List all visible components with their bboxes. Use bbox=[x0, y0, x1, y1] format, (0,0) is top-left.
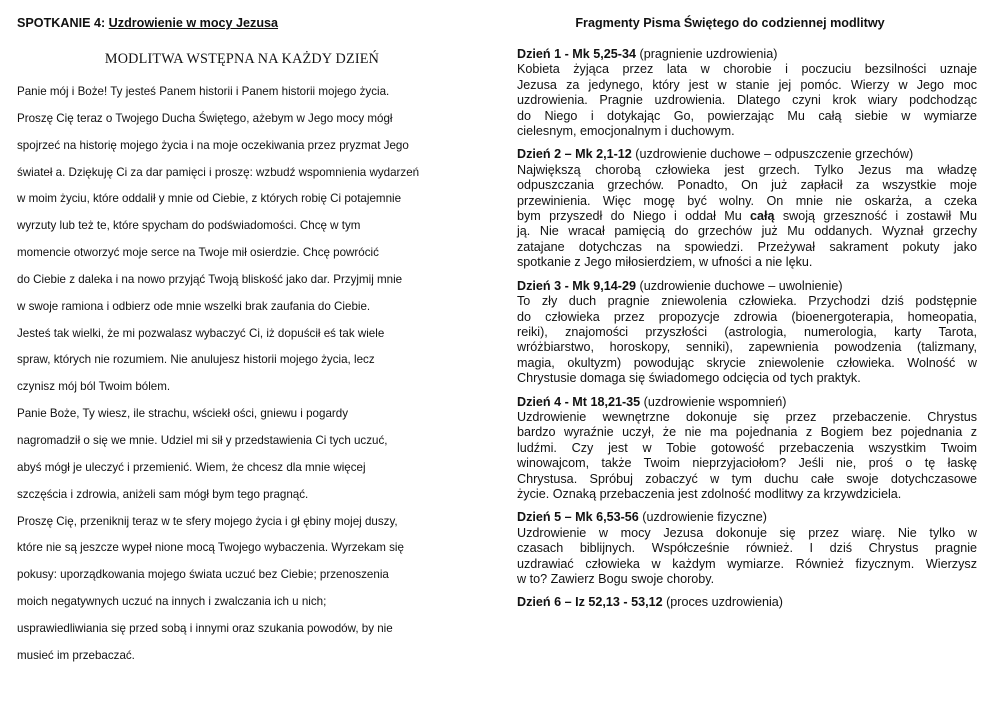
prayer-line: musieć im przebaczać. bbox=[17, 648, 135, 662]
prayer-line: do Ciebie z daleka i na nowo przyjąć Twoją bliskość jako dar. Przyjmij mnie bbox=[17, 272, 403, 286]
day-text-line: w to? Zawierz Bogu swoje choroby. bbox=[517, 572, 715, 586]
prayer-line: nagromadził o się we mnie. Udziel mi sił y przedstawienia Ci tych uczuć, bbox=[17, 433, 388, 447]
prayer-line: szczęścia i zdrowia, aniżeli sam mógł bym tego pragnąć. bbox=[17, 487, 309, 501]
prayer-line: czynisz mój ból Twoim bólem. bbox=[17, 380, 171, 394]
day-entry bbox=[517, 395, 977, 503]
day-text-line: reiki), znajomości przyszłości (astrologia, numerologia, karty Tarota, bbox=[517, 324, 977, 339]
day-text-line: To zły duch pragnie zniewolenia człowieka. Przychodzi dziś podstępnie bbox=[517, 294, 977, 309]
day-text-line: Uzdrowienie w mocy Jezusa dokonuje się przez wiarę. Nie tylko w bbox=[517, 525, 977, 540]
day-text-line: Chrystusie domaga się świadomego odcięcia od tych praktyk. bbox=[517, 371, 861, 386]
day-text-line: odpuszczania grzechów. Ponadto, On już zapłacił za wszystkie moje bbox=[517, 178, 977, 193]
right-column bbox=[517, 14, 977, 619]
left-column bbox=[17, 14, 467, 670]
day-text bbox=[517, 62, 977, 139]
day-text-line: do człowieka przez propozycje zdrowia (bioenergoterapia, homeopatia, bbox=[517, 309, 977, 324]
day-entry bbox=[517, 595, 977, 610]
prayer-line: spojrzeć na historię mojego życia i na moje oczekiwania przez pryzmat Jego bbox=[17, 138, 409, 152]
day-text-line: magia, okultyzm) powodując skrycie zniewolenie człowieka. Wolność w bbox=[517, 355, 977, 370]
day-entry bbox=[517, 510, 977, 587]
day-reference: Dzień 4 - Mt 18,21-35 bbox=[517, 394, 641, 409]
day-entry bbox=[517, 147, 977, 270]
day-reference: Dzień 6 – Iz 52,13 - 53,12 bbox=[517, 595, 663, 610]
prayer-line: Proszę Cię, przeniknij teraz w te sfery mojego życia i gł ębiny mojej duszy, bbox=[17, 514, 398, 528]
day-text-line: Kobieta żyjąca przez lata w chorobie i poczuciu bezsilności uznaje bbox=[517, 62, 977, 77]
day-text-line: życie. Oznaką przebaczenia jest zdolność modlitwy za krzywdziciela. bbox=[517, 486, 902, 501]
day-topic: (uzdrowienie duchowe – odpuszczenie grzechów) bbox=[631, 147, 914, 162]
day-text-line: winowajcom, także Twoim nieprzyjaciołom? Jeśli nie, proś o tę łaskę bbox=[517, 456, 977, 471]
day-text-line: Jezusa za jedynego, który jest w stanie jej pomóc. Wierzy w Jego moc bbox=[517, 77, 977, 92]
prayer-line: w moim życiu, które oddalił y mnie od Ciebie, z których robię Ci potajemnie bbox=[17, 192, 402, 206]
day-text bbox=[517, 163, 977, 271]
day-text-line: Największą chorobą człowieka jest grzech. Tylko Jezus ma władzę bbox=[517, 162, 977, 177]
prayer-line: w swoje ramiona i odbierz ode mnie wszelki brak zaufania do Ciebie. bbox=[17, 299, 371, 313]
day-text-line: do Niego i dotykając Go, powierzając Mu całą siebie w wymiarze bbox=[517, 108, 977, 123]
meeting-heading bbox=[17, 14, 467, 32]
day-text bbox=[517, 410, 977, 502]
prayer-title: MODLITWA WSTĘPNA NA KAŻDY DZIEŃ bbox=[104, 51, 380, 67]
day-title bbox=[517, 279, 977, 294]
day-text-line: uzdrawiać człowieka w każdym wymiarze. Również fizycznym. Wierzysz bbox=[517, 556, 977, 571]
prayer-line: spraw, których nie rozumiem. Nie anulujesz historii mojego życia, lecz bbox=[17, 353, 375, 367]
scripture-days bbox=[517, 47, 977, 611]
day-text bbox=[517, 294, 977, 386]
day-text-line: cielesnym, emocjonalnym i duchowym. bbox=[517, 124, 735, 139]
meeting-label: SPOTKANIE 4: bbox=[17, 16, 109, 30]
day-title bbox=[517, 395, 977, 410]
emphasis-word: całą bbox=[750, 209, 775, 224]
day-text-line: ludźmi. Czy jest w Tobie gotowość przebaczenia wszystkim Twoim bbox=[517, 440, 977, 455]
day-text-line: bardzo wyraźnie uczył, że nie ma pojednania z Bogiem bez pojednania z bbox=[517, 425, 977, 440]
day-topic: (pragnienie uzdrowienia) bbox=[636, 47, 778, 61]
day-topic: (uzdrowienie duchowe – uwolnienie) bbox=[636, 278, 843, 293]
day-reference: Dzień 5 – Mk 6,53-56 bbox=[517, 510, 639, 525]
meeting-topic: Uzdrowienie w mocy Jezusa bbox=[108, 16, 279, 30]
day-title bbox=[517, 595, 977, 610]
day-entry bbox=[517, 47, 977, 139]
prayer-line: momencie otworzyć moje serce na Twoje mił osierdzie. Chcę powrócić bbox=[17, 246, 379, 260]
prayer-line: Jesteś tak wielki, że mi pozwalasz wybaczyć Ci, iż dopuścił eś tak wiele bbox=[17, 326, 385, 340]
prayer-line: usprawiedliwiania się przed sobą i innymi oraz szukania powodów, by nie bbox=[17, 621, 393, 635]
prayer-line: Panie mój i Boże! Ty jesteś Panem historii i Panem historii mojego życia. bbox=[17, 85, 390, 98]
day-reference: Dzień 1 - Mk 5,25-34 bbox=[517, 47, 636, 61]
day-topic: (proces uzdrowienia) bbox=[662, 595, 784, 610]
prayer-line: pokusy: uporządkowania mojego świata uczuć bez Ciebie; przenoszenia bbox=[17, 568, 389, 582]
day-text-line: ją. Nie wracał pamięcią do grzechów już Mu oddanych. Wyznał grzechy bbox=[517, 224, 977, 239]
prayer-line: abyś mógł je uleczyć i przemienić. Wiem, że chcesz dla mnie więcej bbox=[17, 460, 366, 474]
day-text-line: uzdrowienia. Pragnie uzdrowienia. Dlatego czyni krok wiary podchodząc bbox=[517, 93, 977, 108]
day-title bbox=[517, 510, 977, 525]
prayer-line: wyrzuty lub też te, które spycham do podświadomości. Chcę w tym bbox=[17, 219, 361, 233]
day-text-line: Chrystusa. Spróbuj zobaczyć w tym duchu całe swoje dotychczasowe bbox=[517, 471, 977, 486]
day-text-line: Uzdrowienie wewnętrzne dokonuje się przez przebaczenie. Chrystus bbox=[517, 409, 977, 424]
day-text-line: wróżbiarstwo, horoskopy, senniki), zapewnienia powodzenia (talizmany, bbox=[517, 340, 977, 355]
day-text bbox=[517, 526, 977, 588]
day-reference: Dzień 3 - Mk 9,14-29 bbox=[517, 278, 636, 293]
day-entry bbox=[517, 279, 977, 387]
prayer-text bbox=[17, 79, 467, 670]
prayer-line: które nie są jeszcze wypeł nione mocą Twojego wybaczenia. Wyrzekam się bbox=[17, 541, 404, 555]
day-reference: Dzień 2 – Mk 2,1-12 bbox=[517, 147, 632, 162]
prayer-line: moich negatywnych uczuć na innych i zwalczania ich u nich; bbox=[17, 595, 327, 609]
day-text-line: czasach biblijnych. Współcześnie również. I dziś Chrystus pragnie bbox=[517, 541, 977, 556]
day-topic: (uzdrowienie wspomnień) bbox=[640, 394, 787, 409]
prayer-line: Panie Boże, Ty wiesz, ile strachu, wściekł ości, gniewu i pogardy bbox=[17, 407, 349, 421]
day-text-line: przewinienia. Więc mogę być wolny. On mnie nie oskarża, a czeka bbox=[517, 193, 977, 208]
prayer-line: Proszę Cię teraz o Twojego Ducha Świętego, ażebym w Jego mocy mógł bbox=[17, 111, 393, 125]
day-text-line: spotkanie z Jego miłosierdziem, w ufności a nie lęku. bbox=[517, 255, 813, 270]
prayer-line: świateł a. Dziękuję Ci za dar pamięci i proszę: wzbudź wspomnienia wydarzeń bbox=[17, 165, 420, 179]
day-topic: (uzdrowienie fizyczne) bbox=[638, 510, 767, 525]
day-title bbox=[517, 47, 977, 62]
day-text-line: bym przyszedł do Niego i oddał Mu całą swoją grzeszność i zostawił Mu bbox=[517, 209, 977, 224]
scripture-heading: Fragmenty Pisma Świętego do codziennej modlitwy bbox=[575, 16, 885, 30]
day-title bbox=[517, 147, 977, 162]
day-text-line: zatajane dotychczas na spowiedzi. Przeżywał sakrament pokuty jako bbox=[517, 239, 977, 254]
